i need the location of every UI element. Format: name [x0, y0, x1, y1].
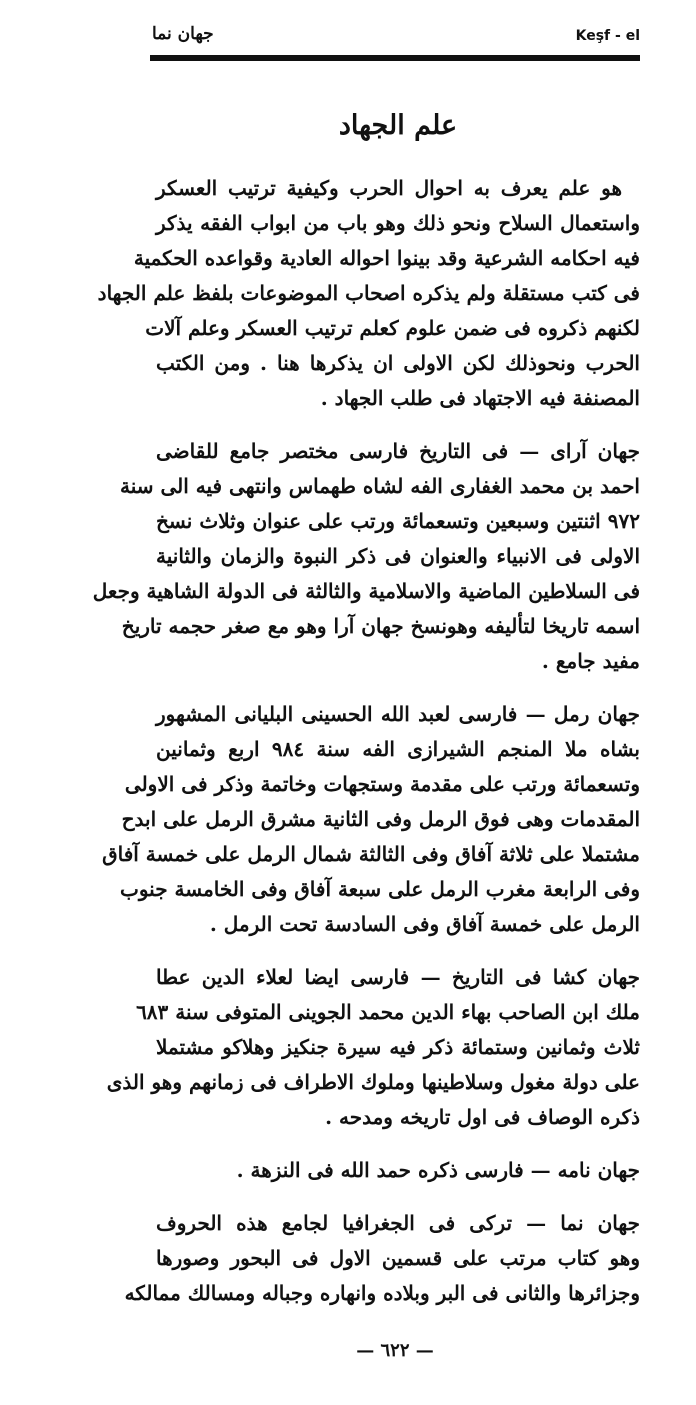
text-line: المصنفة فيه الاجتهاد فى طلب الجهاد .	[320, 386, 640, 410]
text-line: ملك ابن الصاحب بهاء الدين محمد الجوينى المتوفى سنة ٦٨٣	[136, 1000, 640, 1024]
text-line: اسمه تاريخا لتأليفه وهونسخ جهان آرا وهو مع صغر حجمه تاريخ	[121, 614, 640, 638]
text-line: جهان نامه — فارسى ذكره حمد الله فى النزهة .	[236, 1158, 640, 1182]
text-line: مشتملا على ثلاثة آفاق وفى الثالثة شمال الرمل على خمسة آفاق	[102, 842, 640, 866]
text-line: احمد بن محمد الغفارى الفه لشاه طهماس وانتهى فيه الى سنة	[120, 474, 640, 498]
text-line: الاولى فى الانبياء والعنوان فى ذكر النبوة والزمان والثانية	[156, 544, 640, 568]
text-line: بشاه ملا المنجم الشيرازى الفه سنة ٩٨٤ اربع وثمانين	[156, 737, 640, 761]
paragraph	[106, 960, 640, 1135]
page-body	[92, 110, 640, 1329]
text-line: لكنهم ذكروه فى ضمن علوم كعلم ترتيب العسكر وعلم آلات	[145, 316, 640, 340]
text-line: الحرب ونحوذلك لكن الاولى ان يذكرها هنا . ومن الكتب	[156, 351, 640, 375]
text-line: وهو كتاب مرتب على قسمين الاول فى البحور وصورها	[156, 1246, 640, 1270]
text-line: وجزائرها والثانى فى البر وبلاده وانهاره وجباله ومسالك ممالكه	[124, 1281, 640, 1305]
text-line: واستعمال السلاح ونحو ذلك وهو باب من ابواب الفقه يذكر	[156, 211, 640, 235]
page-number: — ٦٢٢ —	[356, 1340, 434, 1361]
text-line: فى السلاطين الماضية والاسلامية والثالثة فى الدولة الشاهية وجعل	[92, 579, 640, 603]
paragraph	[102, 697, 640, 942]
text-line: ذكره الوصاف فى اول تاريخه ومدحه .	[325, 1105, 640, 1129]
text-line: الرمل على خمسة آفاق وفى السادسة تحت الرمل .	[209, 912, 640, 936]
paragraph	[97, 171, 640, 416]
text-line: هو علم يعرف به احوال الحرب وكيفية ترتيب العسكر	[156, 176, 622, 200]
section-title: علم الجهاد	[338, 110, 458, 141]
text-line: جهان رمل — فارسى لعبد الله الحسينى البليانى المشهور	[156, 702, 640, 726]
running-head-arabic-title: جهان نما	[152, 24, 214, 44]
text-line: جهان نما — تركى فى الجغرافيا لجامع هذه الحروف	[156, 1211, 640, 1235]
paragraph-list	[92, 171, 640, 1311]
text-line: وفى الرابعة مغرب الرمل على سبعة آفاق وفى الخامسة جنوب	[120, 877, 640, 901]
running-head	[150, 18, 640, 54]
text-line: جهان كشا فى التاريخ — فارسى ايضا لعلاء الدين عطا	[156, 965, 640, 989]
paragraph	[124, 1206, 640, 1311]
text-line: مفيد جامع .	[541, 649, 640, 673]
text-line: ٩٧٢ اثنتين وسبعين وتسعمائة ورتب على عنوان وثلاث نسخ	[156, 509, 640, 533]
paragraph	[156, 1153, 640, 1188]
book-page	[92, 18, 640, 1388]
text-line: المقدمات وهى فوق الرمل وفى الثانية مشرق الرمل على ابدح	[121, 807, 640, 831]
text-line: على دولة مغول وسلاطينها وملوك الاطراف فى زمانهم وهو الذى	[106, 1070, 640, 1094]
text-line: جهان آراى — فى التاريخ فارسى مختصر جامع للقاضى	[156, 439, 640, 463]
header-rule	[150, 55, 640, 61]
paragraph	[92, 434, 640, 679]
text-line: فى كتب مستقلة ولم يذكره اصحاب الموضوعات بلفظ علم الجهاد	[97, 281, 640, 305]
text-line: ثلاث وثمانين وستمائة ذكر فيه سيرة جنكيز وهلاكو مشتملا	[156, 1035, 640, 1059]
running-head-latin-title: Keşf - el	[575, 28, 640, 44]
text-line: وتسعمائة ورتب على مقدمة وستجهات وخاتمة وذكر فى الاولى	[124, 772, 640, 796]
text-line: فيه احكامه الشرعية وقد بينوا احواله العادية وقواعده الحكمية	[133, 246, 640, 270]
